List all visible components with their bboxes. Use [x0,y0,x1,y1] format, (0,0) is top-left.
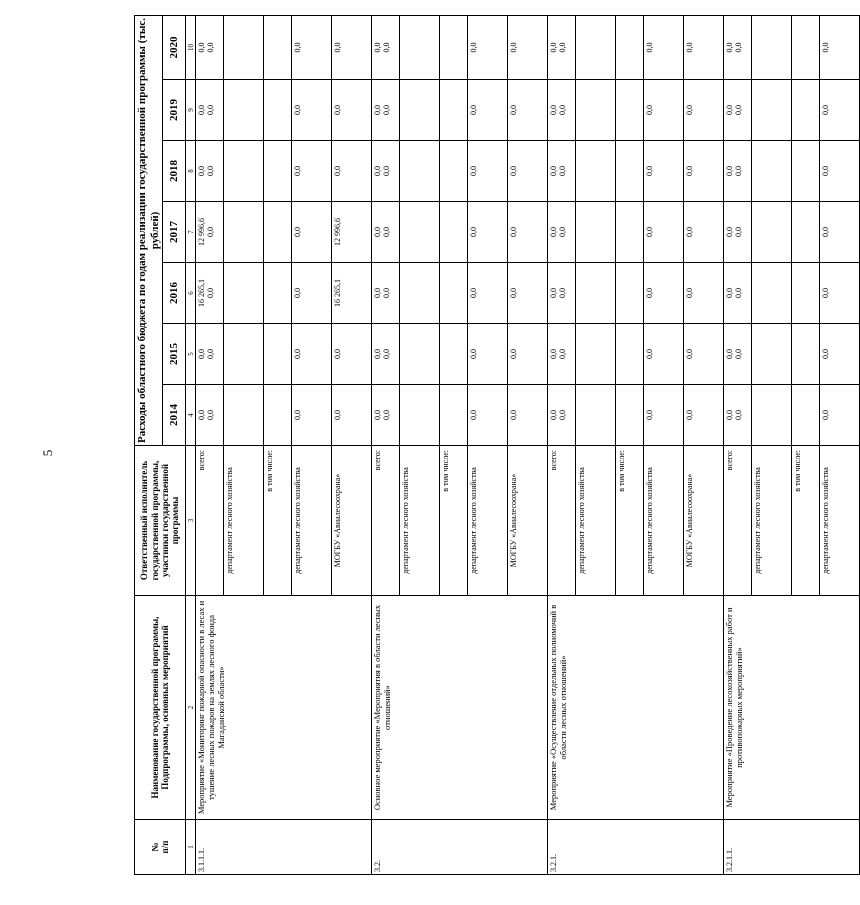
header-year: 2017 [163,202,186,263]
executor-cell: департамент лесного хозяйства [820,446,860,596]
value-cell: 0,0 [468,385,508,446]
value-cell: 0,0 [292,263,332,324]
table-body [196,15,860,874]
value-cell: 0,0 [820,263,860,324]
value-cell [792,324,820,385]
row-number: 3.2. [372,820,548,875]
value-cell: 0,0 [820,202,860,263]
executor-cell: МОГБУ «Авиалесоохрана» [508,446,548,596]
value-cell: 0,0 [508,80,548,141]
value-cell [400,15,440,79]
value-cell: 0,0 0,0 [372,15,400,79]
value-cell: 0,0 0,0 [196,141,224,202]
executor-cell: департамент лесного хозяйства [224,446,264,596]
value-cell: 0,0 0,0 [724,263,752,324]
value-cell [224,324,264,385]
rotated-table-container [134,15,831,875]
value-cell [400,202,440,263]
row-number: 3.2.1.1. [724,820,860,875]
value-cell: 0,0 [684,141,724,202]
value-cell [224,202,264,263]
executor-cell: департамент лесного хозяйства [400,446,440,596]
value-cell [264,202,292,263]
value-cell: 0,0 [684,324,724,385]
value-cell: 0,0 0,0 [372,80,400,141]
value-cell [576,202,616,263]
value-cell [752,141,792,202]
value-cell: 0,0 [508,15,548,79]
value-cell [440,80,468,141]
value-cell [616,15,644,79]
col-index: 1 [186,820,196,875]
executor-cell: департамент лесного хозяйства [644,446,684,596]
value-cell: 0,0 [508,202,548,263]
value-cell [616,324,644,385]
table-row [372,15,400,874]
col-index: 6 [186,263,196,324]
value-cell: 0,0 0,0 [724,324,752,385]
value-cell: 0,0 0,0 [372,141,400,202]
value-cell [576,324,616,385]
value-cell [440,141,468,202]
value-cell: 0,0 0,0 [548,385,576,446]
value-cell: 0,0 0,0 [724,202,752,263]
value-cell [792,141,820,202]
value-cell: 0,0 0,0 [196,385,224,446]
table-row [548,15,576,874]
measure-name: Основное мероприятие «Мероприятия в области лесных отношений» [372,596,548,820]
value-cell [224,80,264,141]
value-cell [264,385,292,446]
value-cell: 0,0 [292,141,332,202]
value-cell [400,263,440,324]
value-cell: 0,0 0,0 [372,263,400,324]
value-cell [616,202,644,263]
col-index: 8 [186,141,196,202]
header-num: № п/п [135,820,186,875]
value-cell [752,80,792,141]
value-cell [440,385,468,446]
value-cell: 0,0 0,0 [548,15,576,79]
value-cell [264,263,292,324]
value-cell: 0,0 0,0 [724,80,752,141]
value-cell [576,263,616,324]
value-cell [264,80,292,141]
col-index: 7 [186,202,196,263]
value-cell: 0,0 [292,202,332,263]
value-cell: 0,0 [468,263,508,324]
page-number: 5 [40,449,55,457]
value-cell: 0,0 0,0 [548,263,576,324]
executor-cell: департамент лесного хозяйства [292,446,332,596]
col-index: 4 [186,385,196,446]
value-cell [792,263,820,324]
col-index: 2 [186,596,196,820]
value-cell [752,324,792,385]
value-cell [264,141,292,202]
value-cell: 0,0 [468,202,508,263]
value-cell [792,15,820,79]
value-cell: 0,0 [468,324,508,385]
value-cell: 0,0 [508,385,548,446]
value-cell: 0,0 [508,263,548,324]
header-year: 2018 [163,141,186,202]
value-cell: 0,0 [292,324,332,385]
value-cell: 0,0 [820,141,860,202]
value-cell: 0,0 [332,141,372,202]
value-cell [224,15,264,79]
header-year: 2019 [163,80,186,141]
value-cell: 0,0 [468,80,508,141]
value-cell: 0,0 [644,263,684,324]
value-cell [440,15,468,79]
executor-cell: департамент лесного хозяйства [468,446,508,596]
executor-cell: МОГБУ «Авиалесоохрана» [332,446,372,596]
table-row [724,15,752,874]
value-cell: 0,0 0,0 [196,324,224,385]
value-cell: 0,0 [332,15,372,79]
value-cell [616,141,644,202]
col-index: 3 [186,446,196,596]
value-cell [400,141,440,202]
value-cell: 0,0 [820,15,860,79]
value-cell: 0,0 [644,385,684,446]
executor-cell: в том числе: [264,446,292,596]
value-cell: 0,0 [684,385,724,446]
header-name: Наименование государственной программы, Подпрограммы, основных мероприятий [135,596,186,820]
value-cell [576,141,616,202]
value-cell: 0,0 [468,15,508,79]
value-cell [224,263,264,324]
value-cell [576,80,616,141]
value-cell: 0,0 [684,15,724,79]
value-cell [752,385,792,446]
value-cell: 0,0 0,0 [724,141,752,202]
value-cell [792,202,820,263]
header-year: 2020 [163,15,186,79]
value-cell [616,263,644,324]
col-index: 9 [186,80,196,141]
measure-name: Мероприятие «Осуществление отдельных полномочий в области лесных отношений» [548,596,724,820]
header-year: 2016 [163,263,186,324]
value-cell: 0,0 [508,141,548,202]
value-cell: 0,0 0,0 [548,202,576,263]
value-cell [576,385,616,446]
header-year: 2015 [163,324,186,385]
value-cell: 0,0 [332,385,372,446]
value-cell: 0,0 0,0 [548,324,576,385]
executor-cell: всего: [372,446,400,596]
value-cell: 0,0 [332,324,372,385]
value-cell: 0,0 [468,141,508,202]
value-cell [400,80,440,141]
value-cell [440,324,468,385]
value-cell: 0,0 [644,324,684,385]
value-cell: 0,0 [292,15,332,79]
value-cell: 0,0 0,0 [196,15,224,79]
value-cell: 0,0 [292,385,332,446]
value-cell: 0,0 0,0 [372,202,400,263]
value-cell: 0,0 [644,141,684,202]
value-cell: 0,0 0,0 [548,80,576,141]
value-cell: 0,0 [684,263,724,324]
value-cell [224,141,264,202]
executor-cell: в том числе: [440,446,468,596]
value-cell: 0,0 0,0 [372,324,400,385]
value-cell: 16 265,1 0,0 [196,263,224,324]
executor-cell: в том числе: [616,446,644,596]
header-expenses: Расходы областного бюджета по годам реализации государственной программы (тыс. рублей) [135,15,163,445]
value-cell [616,80,644,141]
value-cell [752,15,792,79]
measure-name: Мероприятие «Мониторинг пожарной опасности в лесах и тушение лесных пожаров на землях лесного фонда Магаданской области» [196,596,372,820]
value-cell [400,324,440,385]
header-executor: Ответственный исполнитель государственной программы, участники государственной программы [135,446,186,596]
value-cell [576,15,616,79]
value-cell: 0,0 [684,202,724,263]
value-cell [440,263,468,324]
value-cell: 16 265,1 [332,263,372,324]
value-cell: 0,0 [332,80,372,141]
value-cell [752,263,792,324]
value-cell: 0,0 [644,80,684,141]
executor-cell: МОГБУ «Авиалесоохрана» [684,446,724,596]
value-cell: 0,0 0,0 [372,385,400,446]
executor-cell: департамент лесного хозяйства [576,446,616,596]
col-index: 10 [186,15,196,79]
value-cell: 0,0 [508,324,548,385]
value-cell [400,385,440,446]
value-cell: 0,0 [684,80,724,141]
value-cell [440,202,468,263]
measure-name: Мероприятие «Проведение лесохозяйственных работ и противопожарных мероприятий» [724,596,860,820]
value-cell: 0,0 [292,80,332,141]
value-cell: 12 996,6 0,0 [196,202,224,263]
row-number: 3.1.1.1. [196,820,372,875]
col-index: 5 [186,324,196,385]
budget-table [134,15,860,875]
value-cell [752,202,792,263]
row-number: 3.2.1. [548,820,724,875]
executor-cell: департамент лесного хозяйства [752,446,792,596]
value-cell: 0,0 0,0 [724,385,752,446]
header-year: 2014 [163,385,186,446]
table-row [196,15,224,874]
value-cell [792,385,820,446]
value-cell [264,324,292,385]
value-cell: 0,0 [820,385,860,446]
executor-cell: всего: [196,446,224,596]
value-cell: 0,0 0,0 [548,141,576,202]
value-cell: 12 996,6 [332,202,372,263]
value-cell: 0,0 [820,80,860,141]
executor-cell: всего: [548,446,576,596]
executor-cell: всего: [724,446,752,596]
value-cell [264,15,292,79]
executor-cell: в том числе: [792,446,820,596]
value-cell: 0,0 [820,324,860,385]
value-cell: 0,0 [644,202,684,263]
value-cell: 0,0 0,0 [724,15,752,79]
value-cell: 0,0 [644,15,684,79]
value-cell [224,385,264,446]
value-cell: 0,0 0,0 [196,80,224,141]
value-cell [616,385,644,446]
value-cell [792,80,820,141]
